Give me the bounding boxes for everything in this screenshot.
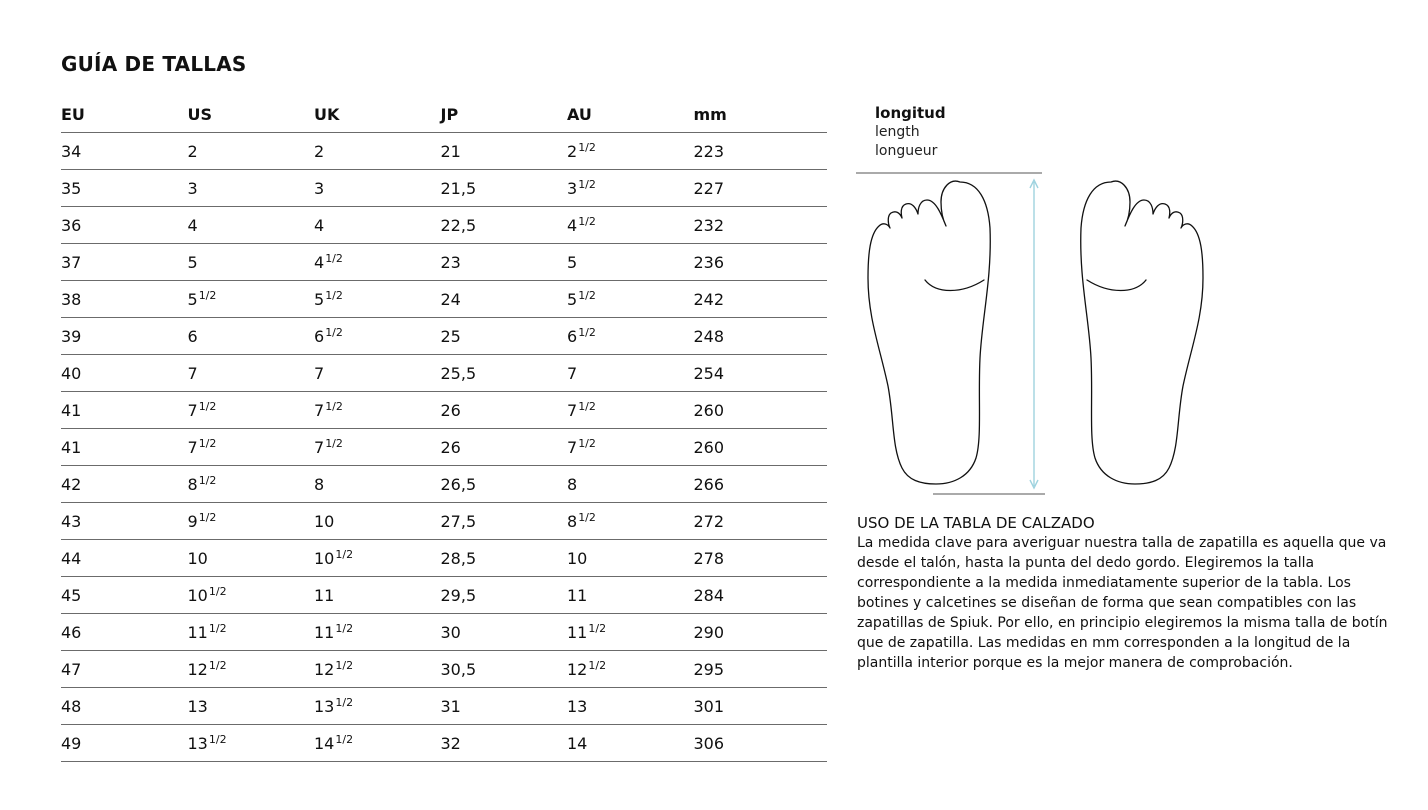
cell-au — [567, 355, 694, 392]
size-value: $7^{1/2}$ — [187, 399, 217, 420]
table-row — [61, 170, 827, 207]
cell-jp — [441, 281, 568, 318]
fraction-superscript: 1/2 — [578, 510, 596, 524]
cell-mm — [694, 355, 828, 392]
cell-us — [188, 355, 315, 392]
fraction-superscript: 1/2 — [578, 288, 596, 302]
cell-jp — [441, 429, 568, 466]
cell-us — [188, 244, 315, 281]
cell-mm — [694, 503, 828, 540]
size-value: 26,5 — [440, 474, 477, 494]
cell-uk — [314, 540, 441, 577]
cell-mm — [694, 577, 828, 614]
cell-us — [188, 133, 315, 170]
column-header-eu: EU — [61, 96, 188, 133]
table-row — [61, 614, 827, 651]
size-value: $13^{1/2}$ — [314, 695, 354, 716]
cell-jp — [441, 725, 568, 762]
size-value: 29,5 — [440, 585, 477, 605]
size-value: 42 — [61, 474, 82, 494]
cell-au — [567, 429, 694, 466]
table-row — [61, 429, 827, 466]
size-value: 47 — [61, 659, 82, 679]
cell-eu — [61, 688, 188, 725]
size-value: 4 — [187, 215, 198, 235]
cell-jp — [441, 614, 568, 651]
fraction-superscript: 1/2 — [325, 325, 343, 339]
cell-mm — [694, 540, 828, 577]
size-value: 24 — [440, 289, 461, 309]
cell-us — [188, 466, 315, 503]
size-value: $7^{1/2}$ — [567, 399, 596, 420]
cell-jp — [441, 651, 568, 688]
size-value: $7^{1/2}$ — [314, 436, 343, 457]
fraction-superscript: 1/2 — [578, 177, 596, 191]
fraction-superscript: 1/2 — [335, 695, 354, 709]
fraction-superscript: 1/2 — [578, 214, 596, 228]
cell-au — [567, 207, 694, 244]
size-value: 41 — [61, 400, 82, 420]
fraction-superscript: 1/2 — [588, 621, 607, 635]
cell-eu — [61, 540, 188, 577]
size-value: $6^{1/2}$ — [314, 325, 343, 346]
cell-jp — [441, 503, 568, 540]
cell-uk — [314, 466, 441, 503]
table-row — [61, 503, 827, 540]
size-value: 290 — [693, 622, 725, 642]
table-row — [61, 540, 827, 577]
size-value: 23 — [440, 252, 461, 272]
size-value: 26 — [440, 437, 461, 457]
fraction-superscript: 1/2 — [578, 399, 596, 413]
cell-au — [567, 577, 694, 614]
size-value: 48 — [61, 696, 82, 716]
size-value: 45 — [61, 585, 82, 605]
cell-eu — [61, 651, 188, 688]
size-value: $2^{1/2}$ — [567, 140, 596, 161]
cell-mm — [694, 429, 828, 466]
cell-au — [567, 466, 694, 503]
size-value: $5^{1/2}$ — [187, 288, 217, 309]
column-header-au: AU — [567, 96, 694, 133]
size-value: 10 — [567, 548, 588, 568]
size-value: 32 — [440, 733, 461, 753]
size-value: 3 — [314, 178, 325, 198]
fraction-superscript: 1/2 — [325, 288, 343, 302]
size-value: 295 — [693, 659, 725, 679]
size-value: $5^{1/2}$ — [314, 288, 343, 309]
cell-jp — [441, 207, 568, 244]
fraction-superscript: 1/2 — [198, 288, 217, 302]
size-value: 11 — [314, 585, 335, 605]
cell-mm — [694, 651, 828, 688]
cell-mm — [694, 614, 828, 651]
usage-text: La medida clave para averiguar nuestra talla de zapatilla es aquella que va desde el talón, hasta la punta del dedo gordo. Elegiremos la talla correspondiente a la medida inmediatamente superior de la tabla. Los botines y calcetines se diseñan de forma que sean compatibles con las zapatillas de Spiuk. Por ello, en principio elegiremos la misma talla de botín que de zapatilla. Las medidas en mm corresponden a la longitud de la plantilla interior porque es la mejor manera de comprobación. — [857, 535, 1388, 671]
cell-us — [188, 170, 315, 207]
cell-mm — [694, 244, 828, 281]
table-row — [61, 355, 827, 392]
size-value: 3 — [187, 178, 198, 198]
cell-us — [188, 725, 315, 762]
size-value: 272 — [693, 511, 725, 531]
cell-au — [567, 318, 694, 355]
size-value: 236 — [693, 252, 725, 272]
size-value: $3^{1/2}$ — [567, 177, 596, 198]
size-value: 36 — [61, 215, 82, 235]
left-foot-outline — [868, 181, 990, 484]
size-value: 227 — [693, 178, 725, 198]
cell-au — [567, 244, 694, 281]
cell-mm — [694, 170, 828, 207]
size-value: 21 — [440, 141, 461, 161]
fraction-superscript: 1/2 — [578, 325, 596, 339]
cell-mm — [694, 281, 828, 318]
size-value: $10^{1/2}$ — [314, 547, 354, 568]
table-row — [61, 392, 827, 429]
size-value: 38 — [61, 289, 82, 309]
size-value: 43 — [61, 511, 82, 531]
cell-jp — [441, 392, 568, 429]
size-value: 7 — [187, 363, 198, 383]
size-value: 2 — [187, 141, 198, 161]
size-value: 278 — [693, 548, 725, 568]
cell-uk — [314, 355, 441, 392]
fraction-superscript: 1/2 — [208, 658, 227, 672]
length-label-es: longitud — [875, 104, 946, 122]
cell-eu — [61, 207, 188, 244]
size-value: $6^{1/2}$ — [567, 325, 596, 346]
cell-uk — [314, 244, 441, 281]
cell-eu — [61, 244, 188, 281]
cell-jp — [441, 318, 568, 355]
cell-au — [567, 503, 694, 540]
table-row — [61, 244, 827, 281]
length-label-fr: longueur — [875, 143, 938, 159]
cell-eu — [61, 466, 188, 503]
size-value: $4^{1/2}$ — [567, 214, 596, 235]
cell-au — [567, 133, 694, 170]
cell-uk — [314, 429, 441, 466]
size-value: 248 — [693, 326, 725, 346]
cell-uk — [314, 503, 441, 540]
size-value: 306 — [693, 733, 725, 753]
cell-us — [188, 281, 315, 318]
fraction-superscript: 1/2 — [335, 621, 354, 635]
size-value: 242 — [693, 289, 725, 309]
cell-jp — [441, 170, 568, 207]
cell-eu — [61, 614, 188, 651]
cell-uk — [314, 318, 441, 355]
column-header-jp: JP — [441, 96, 568, 133]
cell-eu — [61, 170, 188, 207]
size-value: $12^{1/2}$ — [567, 658, 607, 679]
size-value: 30,5 — [440, 659, 477, 679]
size-value: 25,5 — [440, 363, 477, 383]
size-value: $13^{1/2}$ — [187, 732, 227, 753]
cell-us — [188, 207, 315, 244]
cell-uk — [314, 392, 441, 429]
cell-au — [567, 540, 694, 577]
cell-au — [567, 281, 694, 318]
fraction-superscript: 1/2 — [335, 547, 354, 561]
usage-title: USO DE LA TABLA DE CALZADO — [857, 514, 1095, 532]
fraction-superscript: 1/2 — [578, 436, 596, 450]
cell-uk — [314, 133, 441, 170]
size-value: 7 — [567, 363, 578, 383]
size-value: $7^{1/2}$ — [314, 399, 343, 420]
size-value: 49 — [61, 733, 82, 753]
size-value: 13 — [567, 696, 588, 716]
size-value: $11^{1/2}$ — [187, 621, 227, 642]
fraction-superscript: 1/2 — [325, 251, 343, 265]
size-value: 232 — [693, 215, 725, 235]
cell-us — [188, 688, 315, 725]
size-value: $7^{1/2}$ — [187, 436, 217, 457]
length-label-group — [875, 104, 946, 161]
cell-au — [567, 725, 694, 762]
size-value: 39 — [61, 326, 82, 346]
cell-mm — [694, 466, 828, 503]
fraction-superscript: 1/2 — [325, 436, 343, 450]
column-header-uk: UK — [314, 96, 441, 133]
cell-jp — [441, 355, 568, 392]
cell-au — [567, 614, 694, 651]
table-row — [61, 688, 827, 725]
size-value: 4 — [314, 215, 325, 235]
size-value: 10 — [187, 548, 208, 568]
size-value: 35 — [61, 178, 82, 198]
foot-diagram — [850, 168, 1220, 503]
cell-us — [188, 614, 315, 651]
fraction-superscript: 1/2 — [198, 473, 217, 487]
table-row — [61, 318, 827, 355]
table-row — [61, 577, 827, 614]
size-value: 41 — [61, 437, 82, 457]
cell-uk — [314, 281, 441, 318]
size-value: $11^{1/2}$ — [314, 621, 354, 642]
size-value: 31 — [440, 696, 461, 716]
size-value: 37 — [61, 252, 82, 272]
cell-eu — [61, 725, 188, 762]
size-value: $8^{1/2}$ — [187, 473, 217, 494]
size-value: 46 — [61, 622, 82, 642]
size-value: 254 — [693, 363, 725, 383]
fraction-superscript: 1/2 — [208, 584, 227, 598]
fraction-superscript: 1/2 — [335, 732, 354, 746]
size-value: 14 — [567, 733, 588, 753]
size-value: 44 — [61, 548, 82, 568]
cell-jp — [441, 577, 568, 614]
cell-eu — [61, 281, 188, 318]
cell-uk — [314, 577, 441, 614]
size-value: 5 — [187, 252, 198, 272]
length-label-en: length — [875, 124, 920, 140]
right-foot-outline — [1081, 181, 1203, 484]
length-arrow — [1030, 180, 1038, 488]
size-value: 8 — [314, 474, 325, 494]
size-value: 11 — [567, 585, 588, 605]
cell-jp — [441, 540, 568, 577]
page-title: GUÍA DE TALLAS — [61, 52, 247, 76]
size-table — [61, 96, 827, 762]
cell-us — [188, 540, 315, 577]
size-value: 260 — [693, 437, 725, 457]
size-value: 5 — [567, 252, 578, 272]
cell-mm — [694, 688, 828, 725]
size-value: $8^{1/2}$ — [567, 510, 596, 531]
size-value: 30 — [440, 622, 461, 642]
cell-eu — [61, 392, 188, 429]
size-value: 2 — [314, 141, 325, 161]
size-value: 284 — [693, 585, 725, 605]
column-header-us: US — [188, 96, 315, 133]
size-value: $12^{1/2}$ — [314, 658, 354, 679]
cell-eu — [61, 318, 188, 355]
cell-us — [188, 651, 315, 688]
cell-eu — [61, 503, 188, 540]
size-value: $14^{1/2}$ — [314, 732, 354, 753]
size-value: 26 — [440, 400, 461, 420]
table-row — [61, 207, 827, 244]
size-value: 7 — [314, 363, 325, 383]
fraction-superscript: 1/2 — [198, 399, 217, 413]
size-table-header-row — [61, 96, 827, 133]
column-header-mm: mm — [694, 96, 828, 133]
cell-au — [567, 392, 694, 429]
size-value: 25 — [440, 326, 461, 346]
table-row — [61, 651, 827, 688]
size-value: 223 — [693, 141, 725, 161]
size-value: 13 — [187, 696, 208, 716]
fraction-superscript: 1/2 — [578, 140, 596, 154]
cell-mm — [694, 392, 828, 429]
cell-mm — [694, 207, 828, 244]
usage-section — [857, 513, 1397, 673]
size-value: 260 — [693, 400, 725, 420]
size-value: $7^{1/2}$ — [567, 436, 596, 457]
cell-uk — [314, 170, 441, 207]
cell-eu — [61, 429, 188, 466]
cell-mm — [694, 725, 828, 762]
size-value: 22,5 — [440, 215, 477, 235]
fraction-superscript: 1/2 — [325, 399, 343, 413]
cell-uk — [314, 688, 441, 725]
size-value: 301 — [693, 696, 725, 716]
cell-mm — [694, 133, 828, 170]
size-value: 21,5 — [440, 178, 477, 198]
cell-au — [567, 170, 694, 207]
cell-us — [188, 577, 315, 614]
size-value: 40 — [61, 363, 82, 383]
table-row — [61, 725, 827, 762]
fraction-superscript: 1/2 — [208, 621, 227, 635]
size-table-body — [61, 133, 827, 762]
cell-eu — [61, 133, 188, 170]
fraction-superscript: 1/2 — [335, 658, 354, 672]
cell-uk — [314, 725, 441, 762]
size-value: $5^{1/2}$ — [567, 288, 596, 309]
cell-au — [567, 651, 694, 688]
cell-eu — [61, 355, 188, 392]
cell-jp — [441, 688, 568, 725]
table-row — [61, 466, 827, 503]
cell-jp — [441, 466, 568, 503]
table-row — [61, 281, 827, 318]
size-value: 28,5 — [440, 548, 477, 568]
cell-uk — [314, 207, 441, 244]
size-value: 27,5 — [440, 511, 477, 531]
cell-mm — [694, 318, 828, 355]
table-row — [61, 133, 827, 170]
size-value: $11^{1/2}$ — [567, 621, 607, 642]
size-value: $4^{1/2}$ — [314, 251, 343, 272]
size-value: $9^{1/2}$ — [187, 510, 217, 531]
cell-jp — [441, 244, 568, 281]
fraction-superscript: 1/2 — [198, 510, 217, 524]
cell-us — [188, 318, 315, 355]
cell-uk — [314, 614, 441, 651]
size-value: $12^{1/2}$ — [187, 658, 227, 679]
size-value: $10^{1/2}$ — [187, 584, 227, 605]
fraction-superscript: 1/2 — [208, 732, 227, 746]
cell-au — [567, 688, 694, 725]
cell-us — [188, 429, 315, 466]
fraction-superscript: 1/2 — [588, 658, 607, 672]
cell-eu — [61, 577, 188, 614]
size-value: 8 — [567, 474, 578, 494]
cell-jp — [441, 133, 568, 170]
cell-us — [188, 392, 315, 429]
cell-us — [188, 503, 315, 540]
fraction-superscript: 1/2 — [198, 436, 217, 450]
size-value: 6 — [187, 326, 198, 346]
size-value: 34 — [61, 141, 82, 161]
cell-uk — [314, 651, 441, 688]
size-value: 266 — [693, 474, 725, 494]
size-value: 10 — [314, 511, 335, 531]
